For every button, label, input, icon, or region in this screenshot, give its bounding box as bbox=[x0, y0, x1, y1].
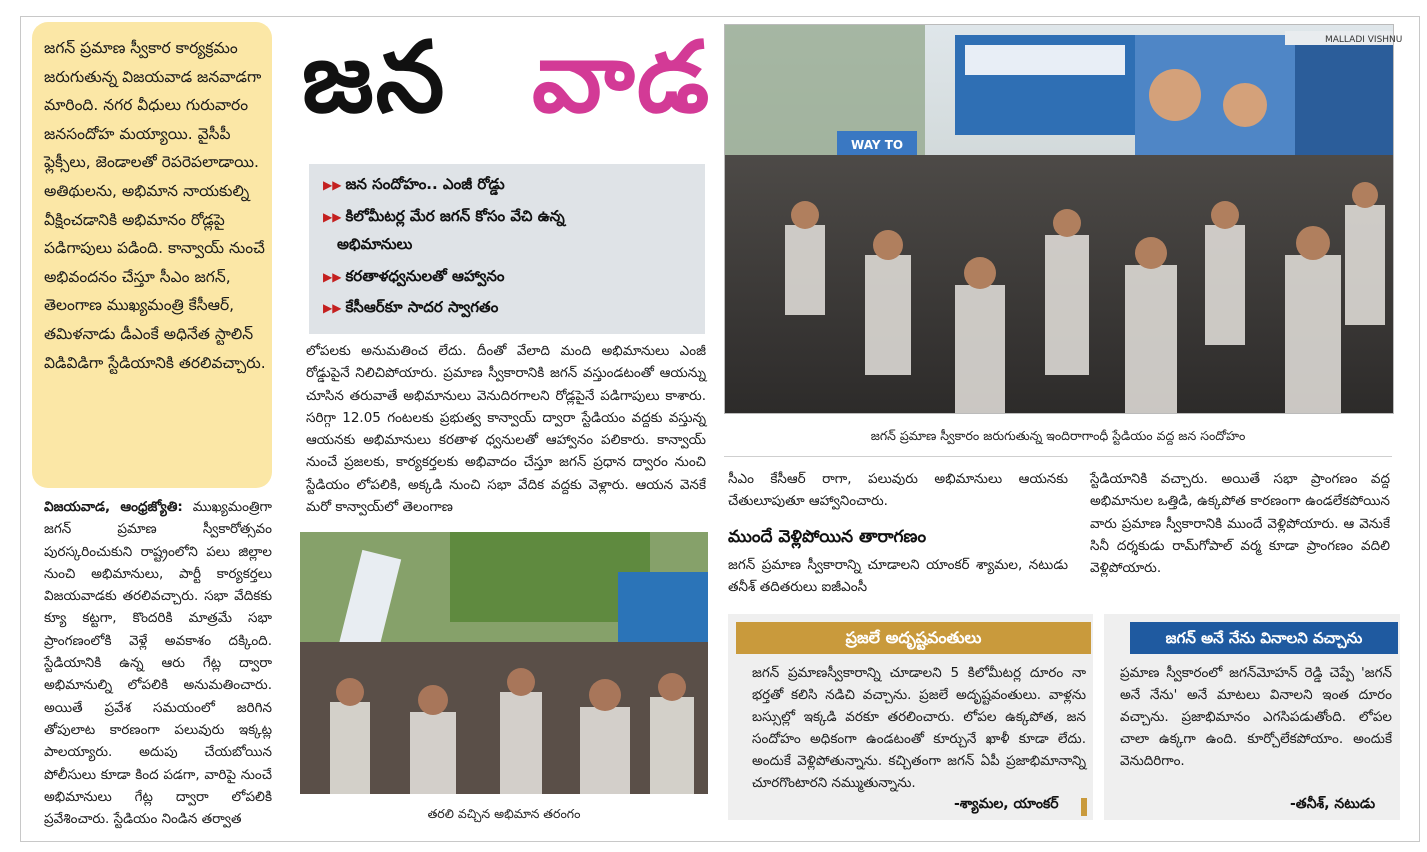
highlight-item bbox=[323, 297, 498, 318]
headline-part-2: వాడ bbox=[532, 21, 712, 135]
arrow-icon: ▶▶ bbox=[323, 210, 342, 224]
bottom-photo-caption: తరలి వచ్చిన అభిమాన తరంగం bbox=[427, 806, 581, 821]
quote-byline-1: -శ్యామల, యాంకర్ bbox=[954, 796, 1059, 812]
highlight-text: కరతాళధ్వనులతో ఆహ్వానం bbox=[345, 267, 505, 285]
article-column-2: లోపలకు అనుమతించ లేదు. దీంతో వేలాది మంది అభిమానులు ఎంజీ రోడ్డుపైనే నిలిచిపోయారు. ప్రమాణ స్వీకారానికి జగన్ వస్తుండటంతో ఆయన్ను చూసిన తరువాతే అభిమానులు వెనుదిరగాలని రోడ్లపైనే పడిగాపులు కాశారు. సరిగ్గా 12.05 గంటలకు ప్రభుత్వ కాన్వాయ్ ద్వారా స్టేడియం వద్దకు వస్తున్న ఆయనకు అభిమానులు కరతాళ ధ్వనులతో ఆహ్వానం పలికారు. కాన్వాయ్ నుంచే ప్రజలకు, కార్యకర్తలకు అభివాదం చేస్తూ జగన్ ప్రధాన ద్వారం నుంచి స్టేడియం లోపలికి, అక్కడి నుంచి సభా వేదిక వద్దకు వెళ్లారు. ఆయన వెనకే మరో కాన్వాయ్‌లో తెలంగాణ bbox=[306, 343, 706, 516]
article-column-3: సీఎం కేసీఆర్ రాగా, పలువురు అభిమానులు ఆయనకు చేతులూపుతూ ఆహ్వానించారు. bbox=[728, 471, 1068, 510]
highlights-box bbox=[309, 164, 705, 334]
dateline: విజయవాడ, ఆంధ్రజ్యోతి: bbox=[44, 499, 183, 515]
arrow-icon: ▶▶ bbox=[323, 301, 342, 315]
article-column-4: స్టేడియానికి వచ్చారు. అయితే సభా ప్రాంగణం వద్ద అభిమానుల ఒత్తిడి, ఉక్కపోత కారణంగా ఉండలేకపోయిన వారు ప్రమాణ స్వీకారానికి ముందే వెళ్లిపోయారు. ఆ వెనుకే సినీ దర్శకుడు రామ్‌గోపాల్ వర్మ కూడా ప్రాంగణం వదిలి వెళ్లిపోయారు. bbox=[1090, 471, 1390, 577]
banner-text: MALLADI VISHNU bbox=[1325, 35, 1403, 45]
article-column-1 bbox=[44, 496, 272, 830]
highlight-text: కిలోమీటర్ల మేర జగన్ కోసం వేచి ఉన్న bbox=[345, 207, 565, 225]
headline-part-1: జన bbox=[302, 21, 447, 135]
quote-text-2: ప్రమాణ స్వీకారంలో జగన్‌మోహన్ రెడ్డి చెప్పే 'జగన్ అనే నేను' అనే మాటలు వినాలని ఇంత దూరం వచ్చాను. ప్రజాభిమానం ఎగసిపడుతోంది. లోపల చాలా ఉక్కగా ఉంది. కూర్చోలేకపోయాం. అందుకే వెనుదిరిగాం. bbox=[1120, 665, 1392, 769]
quote-heading-1: ప్రజలే అదృష్టవంతులు bbox=[736, 622, 1091, 654]
crowd-photo-road bbox=[300, 532, 708, 794]
crowd-photo-stadium bbox=[724, 24, 1403, 414]
crowd-photo-stadium-image bbox=[725, 25, 1403, 413]
quote-heading-2: జగన్ అనే నేను వినాలని వచ్చాను bbox=[1130, 622, 1398, 654]
highlight-text: జన సందోహం.. ఎంజీ రోడ్డు bbox=[345, 175, 505, 193]
quote-text-1: జగన్ ప్రమాణస్వీకారాన్ని చూడాలని 5 కిలోమీటర్ల దూరం నా భర్తతో కలిసి నడిచి వచ్చాను. ప్రజలే అదృష్టవంతులు. వాళ్లను బస్సుల్లో ఇక్కడి వరకూ తరలించారు. లోపల ఉక్కపోత, జన సందోహం అధికంగా ఉండటంతో కూర్చునే ఖాళీ కూడా లేదు. అందుకే వెళ్లిపోతున్నాను. కచ్చితంగా జగన్ ఏపీ ప్రజాభిమానాన్ని చూరగొంటారని నమ్ముతున్నాను. bbox=[752, 665, 1086, 791]
highlight-item bbox=[323, 266, 504, 287]
divider bbox=[724, 456, 1392, 457]
highlight-text: కేసీఆర్‌కూ సాదర స్వాగతం bbox=[345, 298, 499, 316]
highlight-item bbox=[323, 174, 505, 195]
article-text: ముఖ్యమంత్రిగా జగన్ ప్రమాణ స్వీకారోత్సవం పురస్కరించుకుని రాష్ట్రంలోని పలు జిల్లాల నుంచి అభిమానులు, పార్టీ కార్యకర్తలు విజయవాడకు తరలివచ్చారు. సభా వేదికకు క్యూ కట్టగా, కొందరికి మాత్రమే సభా ప్రాంగణంలోకి వెళ్లే అవకాశం దక్కింది. స్టేడియానికి ఉన్న ఆరు గేట్ల ద్వారా అభిమానుల్ని లోపలికి అనుమతించారు. అయితే ప్రవేశ సమయంలో జరిగిన తోపులాట కారణంగా పలువురు ఇక్కట్ల పాలయ్యారు. అదుపు చేయబోయిన పోలీసులు కూడా కింద పడగా, వారిపై నుంచే అభిమానులు గేట్ల ద్వారా లోపలికి ప్రవేశించారు. స్టేడియం నిండిన తర్వాత bbox=[44, 499, 272, 828]
byline-accent bbox=[1081, 798, 1087, 816]
sign-text: WAY TO bbox=[851, 138, 904, 152]
crowd-photo-road-image bbox=[300, 532, 708, 794]
arrow-icon: ▶▶ bbox=[323, 178, 342, 192]
highlight-item-continued bbox=[337, 234, 412, 254]
highlight-text: అభిమానులు bbox=[337, 235, 413, 253]
arrow-icon: ▶▶ bbox=[323, 270, 342, 284]
article-column-5: జగన్ ప్రమాణ స్వీకారాన్ని చూడాలని యాంకర్ శ్యామల, నటుడు తనీశ్ తదితరులు ఐజీఎంసీ bbox=[728, 557, 1068, 596]
subheading: ముందే వెళ్లిపోయిన తారాగణం bbox=[728, 527, 927, 547]
highlight-item bbox=[323, 206, 565, 227]
top-photo-caption: జగన్ ప్రమాణ స్వీకారం జరుగుతున్న ఇందిరాగాంధీ స్టేడియం వద్ద జన సందోహం bbox=[870, 428, 1246, 443]
intro-text: జగన్ ప్రమాణ స్వీకార కార్యక్రమం జరుగుతున్న విజయవాడ జనవాడగా మారింది. నగర వీధులు గురువారం జనసందోహ మయ్యాయి. వైసీపీ ఫ్లెక్సీలు, జెండాలతో రెపరెపలాడాయి. అతిథులను, అభిమాన నాయకుల్ని వీక్షించడానికి అభిమానం రోడ్లపై పడిగాపులు పడింది. కాన్వాయ్ నుంచే అభివందనం చేస్తూ సీఎం జగన్, తెలంగాణ ముఖ్యమంత్రి కేసీఆర్, తమిళనాడు డీఎంకే అధినేత స్టాలిన్ విడివిడిగా స్టేడియానికి తరలివచ్చారు. bbox=[44, 39, 266, 372]
quote-byline-2: -తనీశ్, నటుడు bbox=[1290, 796, 1376, 812]
